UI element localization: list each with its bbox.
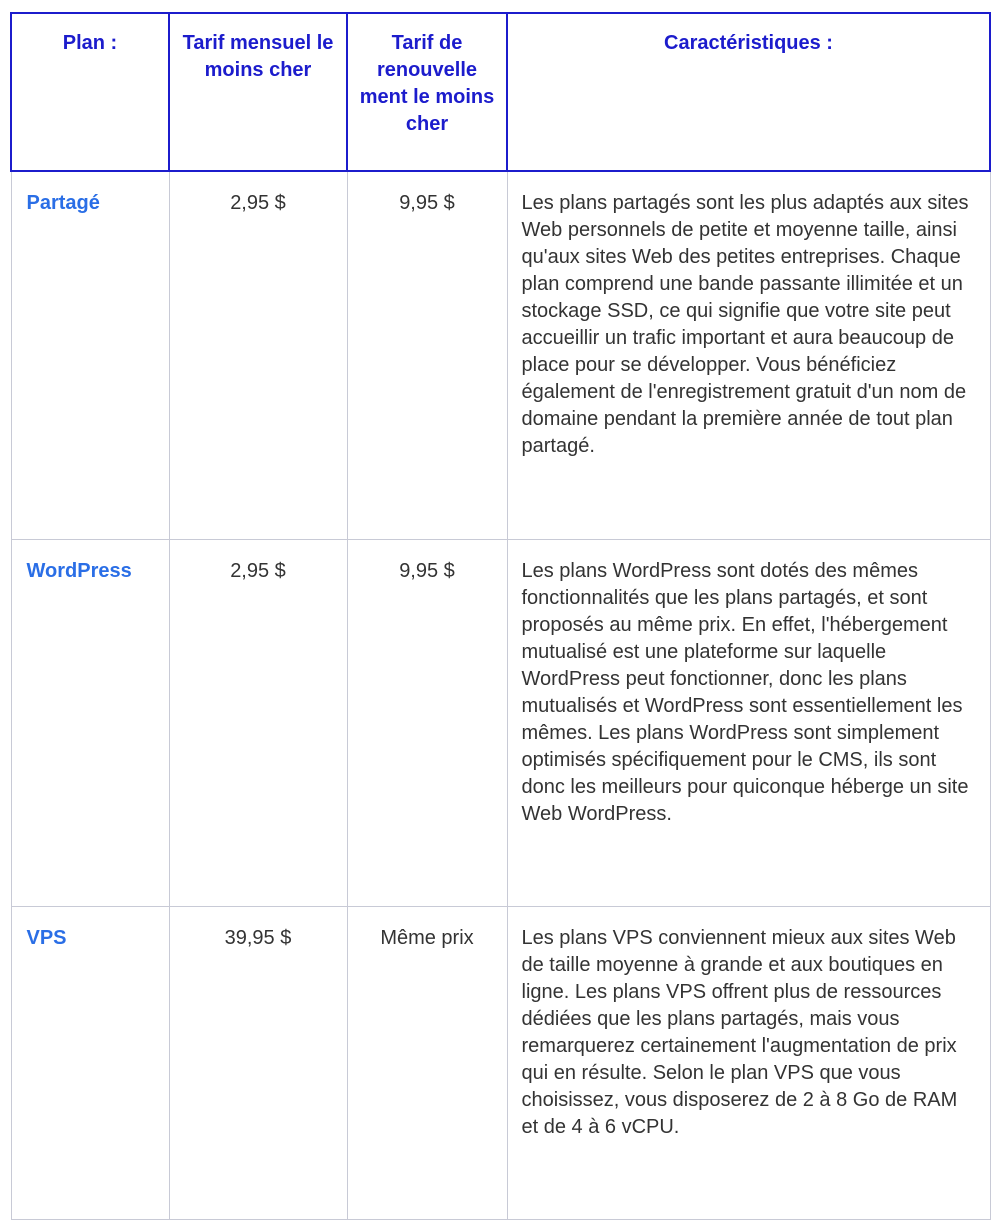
- monthly-price: 39,95 $: [169, 906, 347, 1219]
- plan-description: Les plans partagés sont les plus adaptés aux sites Web personnels de petite et moyenne taille, ainsi qu'aux sites Web des petites entreprises. Chaque plan comprend une bande passante illimitée et un stockage SSD, ce qui signifie que votre site peut accueillir un trafic important et aura beaucoup de place pour se développer. Vous bénéficiez également de l'enregistrement gratuit d'un nom de domaine pendant la première année de tout plan partagé.: [507, 171, 990, 539]
- renewal-price: 9,95 $: [347, 171, 507, 539]
- plan-description: Les plans VPS conviennent mieux aux sites Web de taille moyenne à grande et aux boutiques en ligne. Les plans VPS offrent plus de ressources dédiées que les plans partagés, mais vous remarquerez certainement l'augmentation de prix qui en résulte. Selon le plan VPS que vous choisissez, vous disposerez de 2 à 8 Go de RAM et de 4 à 6 vCPU.: [507, 906, 990, 1219]
- header-row: [11, 13, 990, 171]
- header-features: Caractéristiques :: [507, 13, 990, 171]
- plan-name-wordpress[interactable]: WordPress: [11, 539, 169, 906]
- table-row: [11, 171, 990, 539]
- plan-name-vps[interactable]: VPS: [11, 906, 169, 1219]
- pricing-comparison-table: [10, 12, 991, 1220]
- renewal-price: Même prix: [347, 906, 507, 1219]
- table-row: [11, 539, 990, 906]
- plan-name-shared[interactable]: Partagé: [11, 171, 169, 539]
- header-monthly-price: Tarif mensuel le moins cher: [169, 13, 347, 171]
- renewal-price: 9,95 $: [347, 539, 507, 906]
- monthly-price: 2,95 $: [169, 539, 347, 906]
- header-renewal-price: Tarif de renouvelle ment le moins cher: [347, 13, 507, 171]
- header-plan: Plan :: [11, 13, 169, 171]
- monthly-price: 2,95 $: [169, 171, 347, 539]
- table-body: [11, 171, 990, 1219]
- table-header: [11, 13, 990, 171]
- plan-description: Les plans WordPress sont dotés des mêmes fonctionnalités que les plans partagés, et sont proposés au même prix. En effet, l'hébergement mutualisé est une plateforme sur laquelle WordPress peut fonctionner, donc les plans mutualisés et WordPress sont essentiellement les mêmes. Les plans WordPress sont simplement optimisés spécifiquement pour le CMS, ils sont donc les meilleurs pour quiconque héberge un site Web WordPress.: [507, 539, 990, 906]
- table-row: [11, 906, 990, 1219]
